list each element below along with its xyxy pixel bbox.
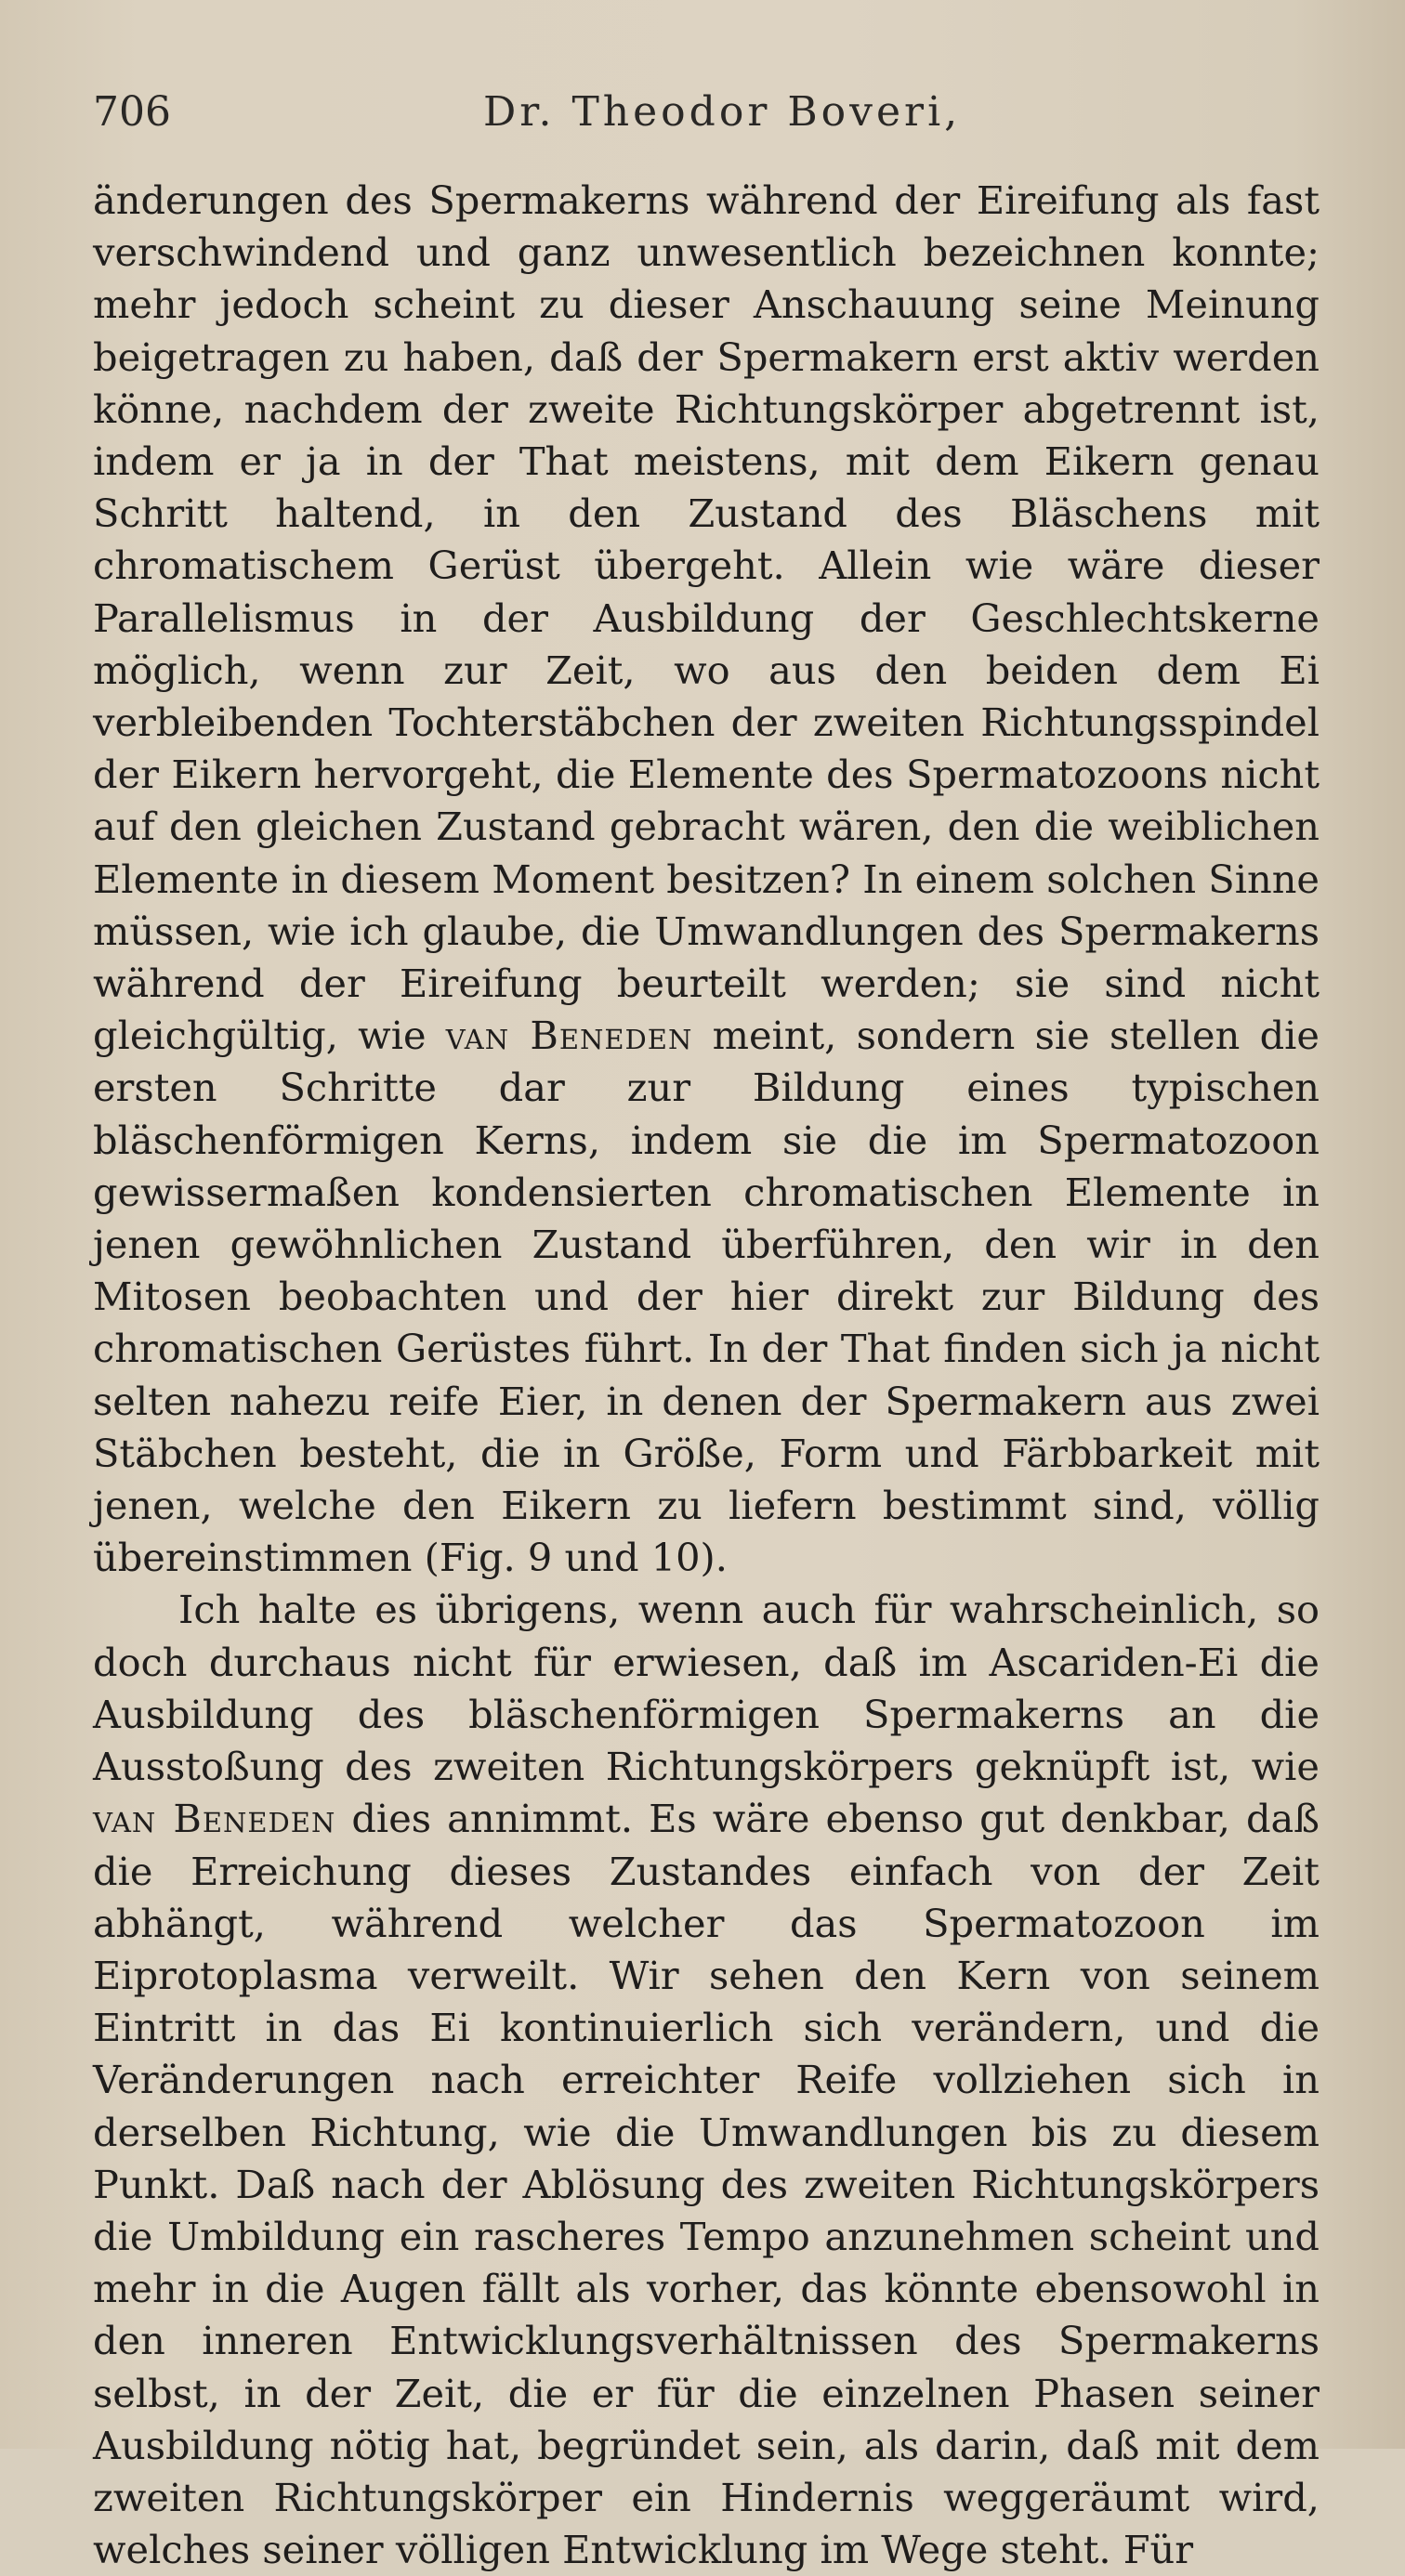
paragraph <box>93 175 1320 1584</box>
text-run: änderungen des Spermakerns während der Eireifung als fast verschwindend und ganz unwesentlich bezeichnen konnte; mehr jedoch scheint zu dieser Anschauung seine Meinung beigetragen zu haben, daß der Spermakern erst aktiv werden könne, nachdem der zweite Richtungskörper abgetrennt ist, indem er ja in der That meistens, mit dem Eikern genau Schritt haltend, in den Zustand des Bläschens mit chromatischem Gerüst übergeht. Allein wie wäre dieser Parallelismus in der Ausbildung der Geschlechtskerne möglich, wenn zur Zeit, wo aus den beiden dem Ei verbleibenden Tochterstäbchen der zweiten Richtungsspindel der Eikern hervorgeht, die Elemente des Spermatozoons nicht auf den gleichen Zustand gebracht wären, den die weiblichen Elemente in diesem Moment besitzen? In einem solchen Sinne müssen, wie ich glaube, die Umwandlungen des Spermakerns während der Eireifung beurteilt werden; sie sind nicht gleichgültig, wie <box>93 177 1320 1059</box>
text-run: meint, sondern sie stellen die ersten Schritte dar zur Bildung eines typischen bläschenförmigen Kerns, indem sie die im Spermatozoon gewissermaßen kondensierten chromatischen Elemente in jenen gewöhnlichen Zustand überführen, den wir in den Mitosen beobachten und der hier direkt zur Bildung des chromatischen Gerüstes führt. In der That finden sich ja nicht selten nahezu reife Eier, in denen der Spermakern aus zwei Stäbchen besteht, die in Größe, Form und Färbbarkeit mit jenen, welche den Eikern zu liefern bestimmt sind, völlig übereinstimmen (Fig. 9 und 10). <box>93 1013 1320 1581</box>
page-number: 706 <box>93 88 171 136</box>
text-run: Ich halte es übrigens, wenn auch für wahrscheinlich, so doch durchaus nicht für erwiesen, daß im Ascariden-Ei die Ausbildung des bläschenförmigen Spermakerns an die Ausstoßung des zweiten Richtungskörpers geknüpft ist, wie <box>93 1587 1320 1790</box>
text-run: dies annimmt. Es wäre ebenso gut denkbar, daß die Erreichung dieses Zustandes einfach von der Zeit abhängt, während welcher das Spermatozoon im Eiprotoplasma verweilt. Wir sehen den Kern von seinem Eintritt in das Ei kontinuierlich sich verändern, und die Veränderungen nach erreichter Reife vollziehen sich in derselben Richtung, wie die Umwandlungen bis zu diesem Punkt. Daß nach der Ablösung des zweiten Richtungskörpers die Umbildung ein rascheres Tempo anzunehmen scheint und mehr in die Augen fällt als vorher, das könnte ebensowohl in den inneren Entwicklungsverhältnissen des Spermakerns selbst, in der Zeit, die er für die einzelnen Phasen seiner Ausbildung nötig hat, begründet sein, als darin, daß mit dem zweiten Richtungskörper ein Hindernis weggeräumt wird, welches seiner völligen Entwicklung im Wege steht. Für <box>93 1796 1320 2573</box>
author-name: van Beneden <box>445 1013 693 1059</box>
running-head: Dr. Theodor Boveri, <box>483 88 962 136</box>
body-text <box>93 175 1320 2576</box>
page-header <box>93 88 1329 153</box>
paragraph <box>93 1584 1320 2576</box>
author-name: van Beneden <box>93 1796 336 1842</box>
